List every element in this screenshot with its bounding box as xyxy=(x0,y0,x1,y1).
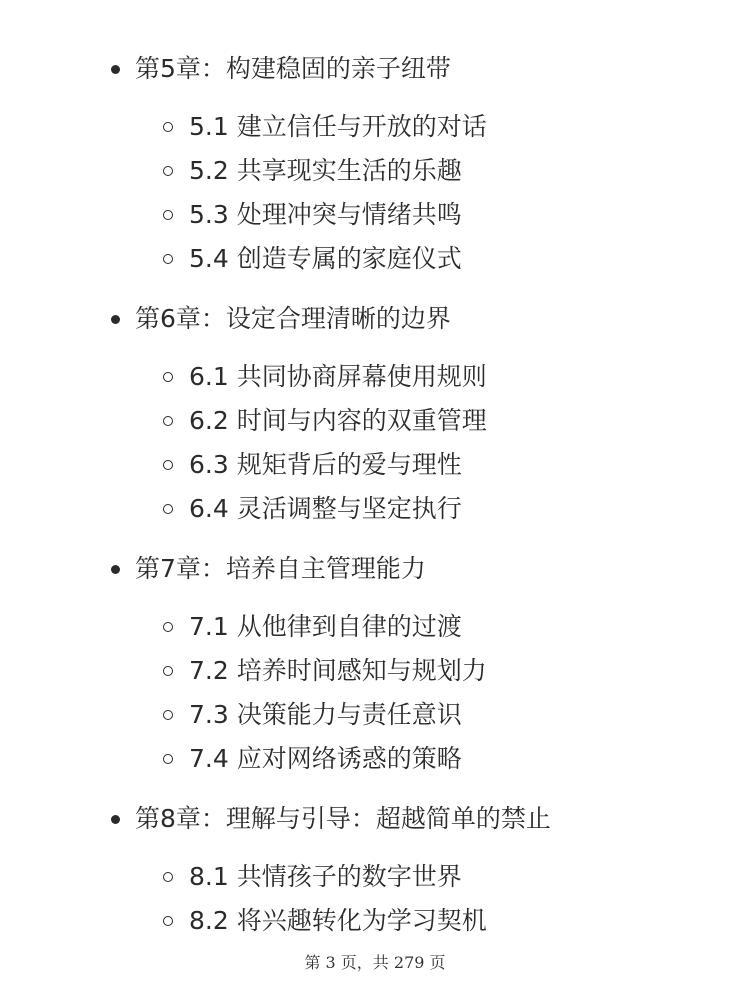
circle-bullet-icon xyxy=(163,372,173,382)
circle-bullet-icon xyxy=(163,166,173,176)
circle-bullet-icon xyxy=(163,504,173,514)
section-title: 6.1 共同协商屏幕使用规则 xyxy=(189,362,487,391)
chapter-title: 第7章：培养自主管理能力 xyxy=(135,554,426,583)
chapter-7 xyxy=(135,552,750,586)
section-item xyxy=(189,742,750,776)
chapter-7-sections xyxy=(0,610,750,776)
bullet-icon xyxy=(111,65,120,74)
section-title: 7.4 应对网络诱惑的策略 xyxy=(189,744,462,773)
chapter-5 xyxy=(135,52,750,86)
circle-bullet-icon xyxy=(163,122,173,132)
chapter-title: 第6章：设定合理清晰的边界 xyxy=(135,304,451,333)
bullet-icon xyxy=(111,565,120,574)
circle-bullet-icon xyxy=(163,916,173,926)
section-title: 7.2 培养时间感知与规划力 xyxy=(189,656,487,685)
circle-bullet-icon xyxy=(163,416,173,426)
section-item xyxy=(189,654,750,688)
chapter-title: 第8章：理解与引导：超越简单的禁止 xyxy=(135,804,551,833)
chapter-8-sections xyxy=(0,860,750,938)
section-item xyxy=(189,448,750,482)
chapter-6-sections xyxy=(0,360,750,526)
section-item xyxy=(189,404,750,438)
section-title: 7.3 决策能力与责任意识 xyxy=(189,700,462,729)
circle-bullet-icon xyxy=(163,754,173,764)
chapter-8 xyxy=(135,802,750,836)
section-title: 6.4 灵活调整与坚定执行 xyxy=(189,494,462,523)
circle-bullet-icon xyxy=(163,210,173,220)
chapter-5-sections xyxy=(0,110,750,276)
section-title: 8.2 将兴趣转化为学习契机 xyxy=(189,906,487,935)
page-number-footer: 第 3 页，共 279 页 xyxy=(304,953,446,972)
section-title: 7.1 从他律到自律的过渡 xyxy=(189,612,462,641)
section-title: 6.2 时间与内容的双重管理 xyxy=(189,406,487,435)
section-title: 5.1 建立信任与开放的对话 xyxy=(189,112,487,141)
section-item xyxy=(189,860,750,894)
section-title: 5.4 创造专属的家庭仪式 xyxy=(189,244,462,273)
section-item xyxy=(189,904,750,938)
section-item xyxy=(189,610,750,644)
table-of-contents xyxy=(0,52,750,964)
circle-bullet-icon xyxy=(163,460,173,470)
section-item xyxy=(189,492,750,526)
circle-bullet-icon xyxy=(163,666,173,676)
circle-bullet-icon xyxy=(163,622,173,632)
circle-bullet-icon xyxy=(163,254,173,264)
circle-bullet-icon xyxy=(163,710,173,720)
bullet-icon xyxy=(111,815,120,824)
bullet-icon xyxy=(111,315,120,324)
section-item xyxy=(189,198,750,232)
section-title: 5.3 处理冲突与情绪共鸣 xyxy=(189,200,462,229)
section-title: 5.2 共享现实生活的乐趣 xyxy=(189,156,462,185)
section-item xyxy=(189,360,750,394)
section-item xyxy=(189,698,750,732)
chapter-6 xyxy=(135,302,750,336)
section-title: 6.3 规矩背后的爱与理性 xyxy=(189,450,462,479)
section-item xyxy=(189,154,750,188)
section-item xyxy=(189,242,750,276)
circle-bullet-icon xyxy=(163,872,173,882)
chapter-title: 第5章：构建稳固的亲子纽带 xyxy=(135,54,451,83)
section-title: 8.1 共情孩子的数字世界 xyxy=(189,862,462,891)
section-item xyxy=(189,110,750,144)
